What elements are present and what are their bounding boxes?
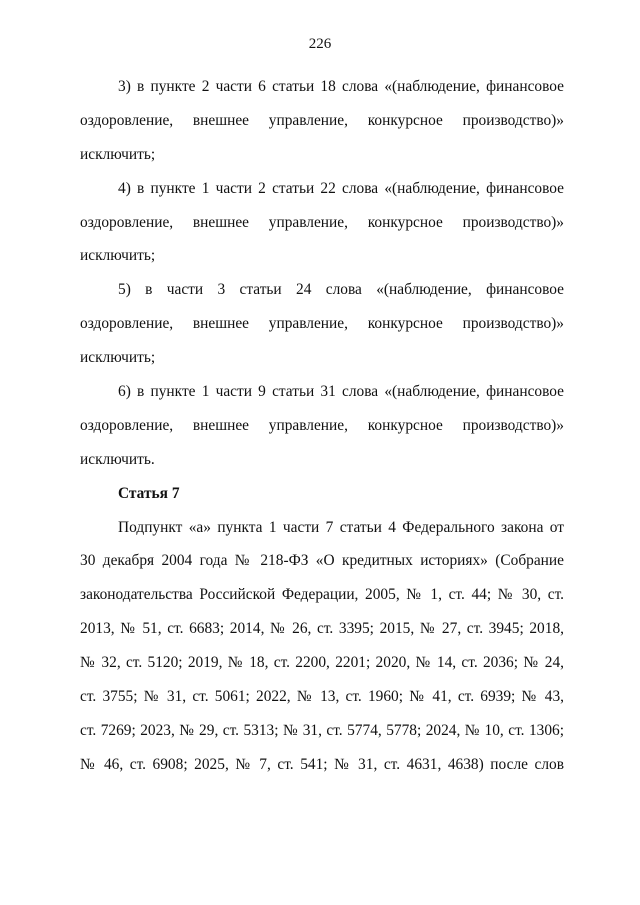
text-line: Подпункт «а» пункта 1 части 7 статьи 4 Федерального закона от (118, 518, 564, 536)
text-line: законодательства Российской Федерации, 2005, № 1, ст. 44; № 30, ст. (80, 586, 564, 604)
text-line: 5) в части 3 статьи 24 слова «(наблюдение, финансовое (118, 281, 564, 299)
text-line: исключить; (80, 349, 156, 367)
text-line: 6) в пункте 1 части 9 статьи 31 слова «(наблюдение, финансовое (118, 383, 564, 401)
text-line: 4) в пункте 1 части 2 статьи 22 слова «(наблюдение, финансовое (118, 179, 564, 197)
list-item-5 (80, 273, 564, 375)
text-line: 3) в пункте 2 части 6 статьи 18 слова «(наблюдение, финансовое (118, 78, 564, 95)
text-line: оздоровление, внешнее управление, конкурсное производство)» (80, 213, 564, 231)
text-line: № 46, ст. 6908; 2025, № 7, ст. 541; № 31, ст. 4631, 4638) после слов (80, 755, 564, 773)
list-item-6 (80, 375, 564, 477)
text-line: ст. 3755; № 31, ст. 5061; 2022, № 13, ст. 1960; № 41, ст. 6939; № 43, (80, 688, 564, 706)
list-item-3 (80, 70, 564, 172)
text-line: ст. 7269; 2023, № 29, ст. 5313; № 31, ст. 5774, 5778; 2024, № 10, ст. 1306; (80, 721, 564, 739)
article-paragraph (80, 511, 564, 782)
text-line: 30 декабря 2004 года № 218-ФЗ «О кредитных историях» (Собрание (80, 552, 564, 570)
text-line: исключить. (80, 450, 155, 468)
text-line: оздоровление, внешнее управление, конкурсное производство)» (80, 315, 564, 333)
text-line: оздоровление, внешнее управление, конкурсное производство)» (80, 416, 564, 434)
text-line: № 32, ст. 5120; 2019, № 18, ст. 2200, 2201; 2020, № 14, ст. 2036; № 24, (80, 654, 564, 672)
document-body (80, 70, 564, 782)
text-line: исключить; (80, 145, 156, 163)
page-number: 226 (308, 36, 332, 52)
article-heading: Статья 7 (118, 484, 180, 502)
text-line: 2013, № 51, ст. 6683; 2014, № 26, ст. 3395; 2015, № 27, ст. 3945; 2018, (80, 620, 564, 638)
text-line: исключить; (80, 247, 156, 265)
list-item-4 (80, 172, 564, 274)
text-line: оздоровление, внешнее управление, конкурсное производство)» (80, 111, 564, 129)
